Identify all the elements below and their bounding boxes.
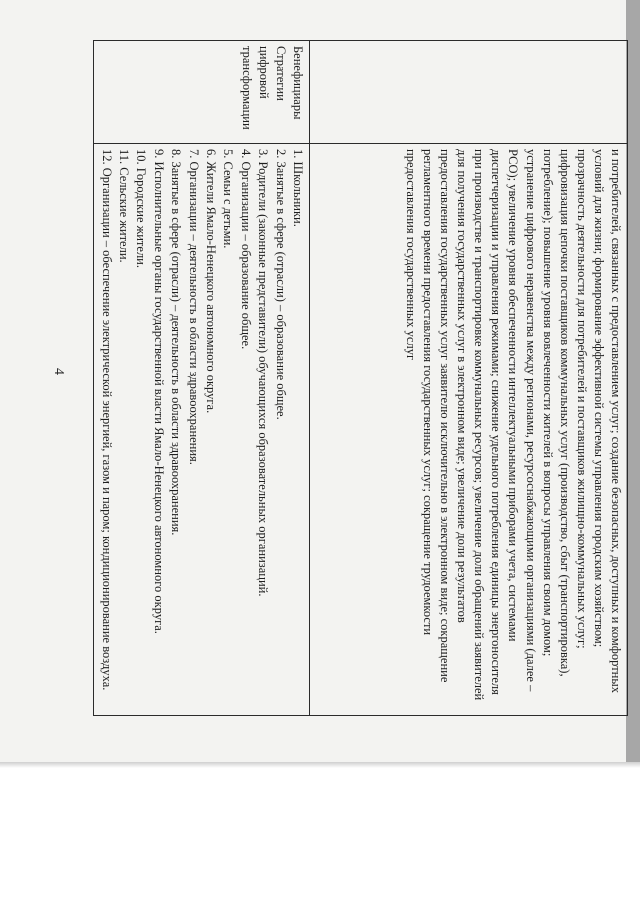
- row2-left-cell: [94, 41, 310, 144]
- page-edge-shadow: [0, 762, 640, 768]
- list-item: 3. Родители (законные представители) обучающихся образовательных организаций.: [256, 149, 271, 597]
- table-row: [310, 41, 628, 716]
- list-item: 2. Занятые в сфере (отрасли) – образование общее.: [273, 149, 288, 420]
- list-item: 6. Жители Ямало-Ненецкого автономного округа.: [203, 149, 218, 414]
- page-number: 4: [51, 368, 66, 375]
- list-item: 9. Исполнительные органы государственной власти Ямало-Ненецкого автономного округа.: [151, 149, 166, 634]
- list-item: 5. Семьи с детьми.: [221, 149, 236, 249]
- list-item: 8. Занятые в сфере (отрасли) – деятельность в области здравоохранения.: [169, 149, 184, 536]
- beneficiaries-list: [97, 149, 306, 710]
- list-item: 10. Городские жители.: [134, 149, 149, 269]
- beneficiaries-label: Бенефициары Стратегии цифровой трансформации: [240, 46, 305, 130]
- list-item: 1. Школьники.: [291, 149, 305, 227]
- table-row: [94, 41, 310, 716]
- list-item: 11. Сельские жители.: [116, 149, 131, 263]
- list-item: 7. Организации – деятельность в области здравоохранения.: [186, 149, 201, 465]
- row1-text-cell: [310, 144, 628, 716]
- list-item: 4. Организации – образование общее.: [238, 149, 253, 350]
- document-table: [93, 40, 628, 716]
- goals-paragraph: и потребителей, связанных с предоставлением услуг; создание безопасных, доступных и комфортных условий для жизни; формирование эффективной системы управления городским хозяйством; прозрачность деятельности для потребителей и поставщиков жилищно-коммунальных услуг; цифровизация цепочки поставщиков коммунальных услуг (производство, сбыт (транспортировка), потребление); повышение уровня вовлеченности жителей в вопросы управления своим домом; устранение цифрового неравенства между регионами, ресурсоснабжающими организациями (далее – РСО); увеличение уровня обеспеченности интеллектуальными приборами учета, системами диспетчеризации и управления режимами; снижение удельного потребления единицы энергоносителя при производстве и транспортировке коммунальных ресурсов; увеличение доли обращений заявителей для получения государственных услуг в электронном виде; увеличение доли результатов предоставления государственных услуг заявителю исключительно в электронном виде; сокращение регламентного времени предоставления государственных услуг; сокращение трудоемкости предоставления государственных услуг: [403, 149, 623, 701]
- rotated-content: [98, 40, 628, 716]
- row1-left-cell: [310, 41, 628, 144]
- row2-list-cell: [94, 144, 310, 716]
- list-item: 12. Организации – обеспечение электрической энергией, газом и паром; кондиционирование воздуха.: [99, 149, 114, 691]
